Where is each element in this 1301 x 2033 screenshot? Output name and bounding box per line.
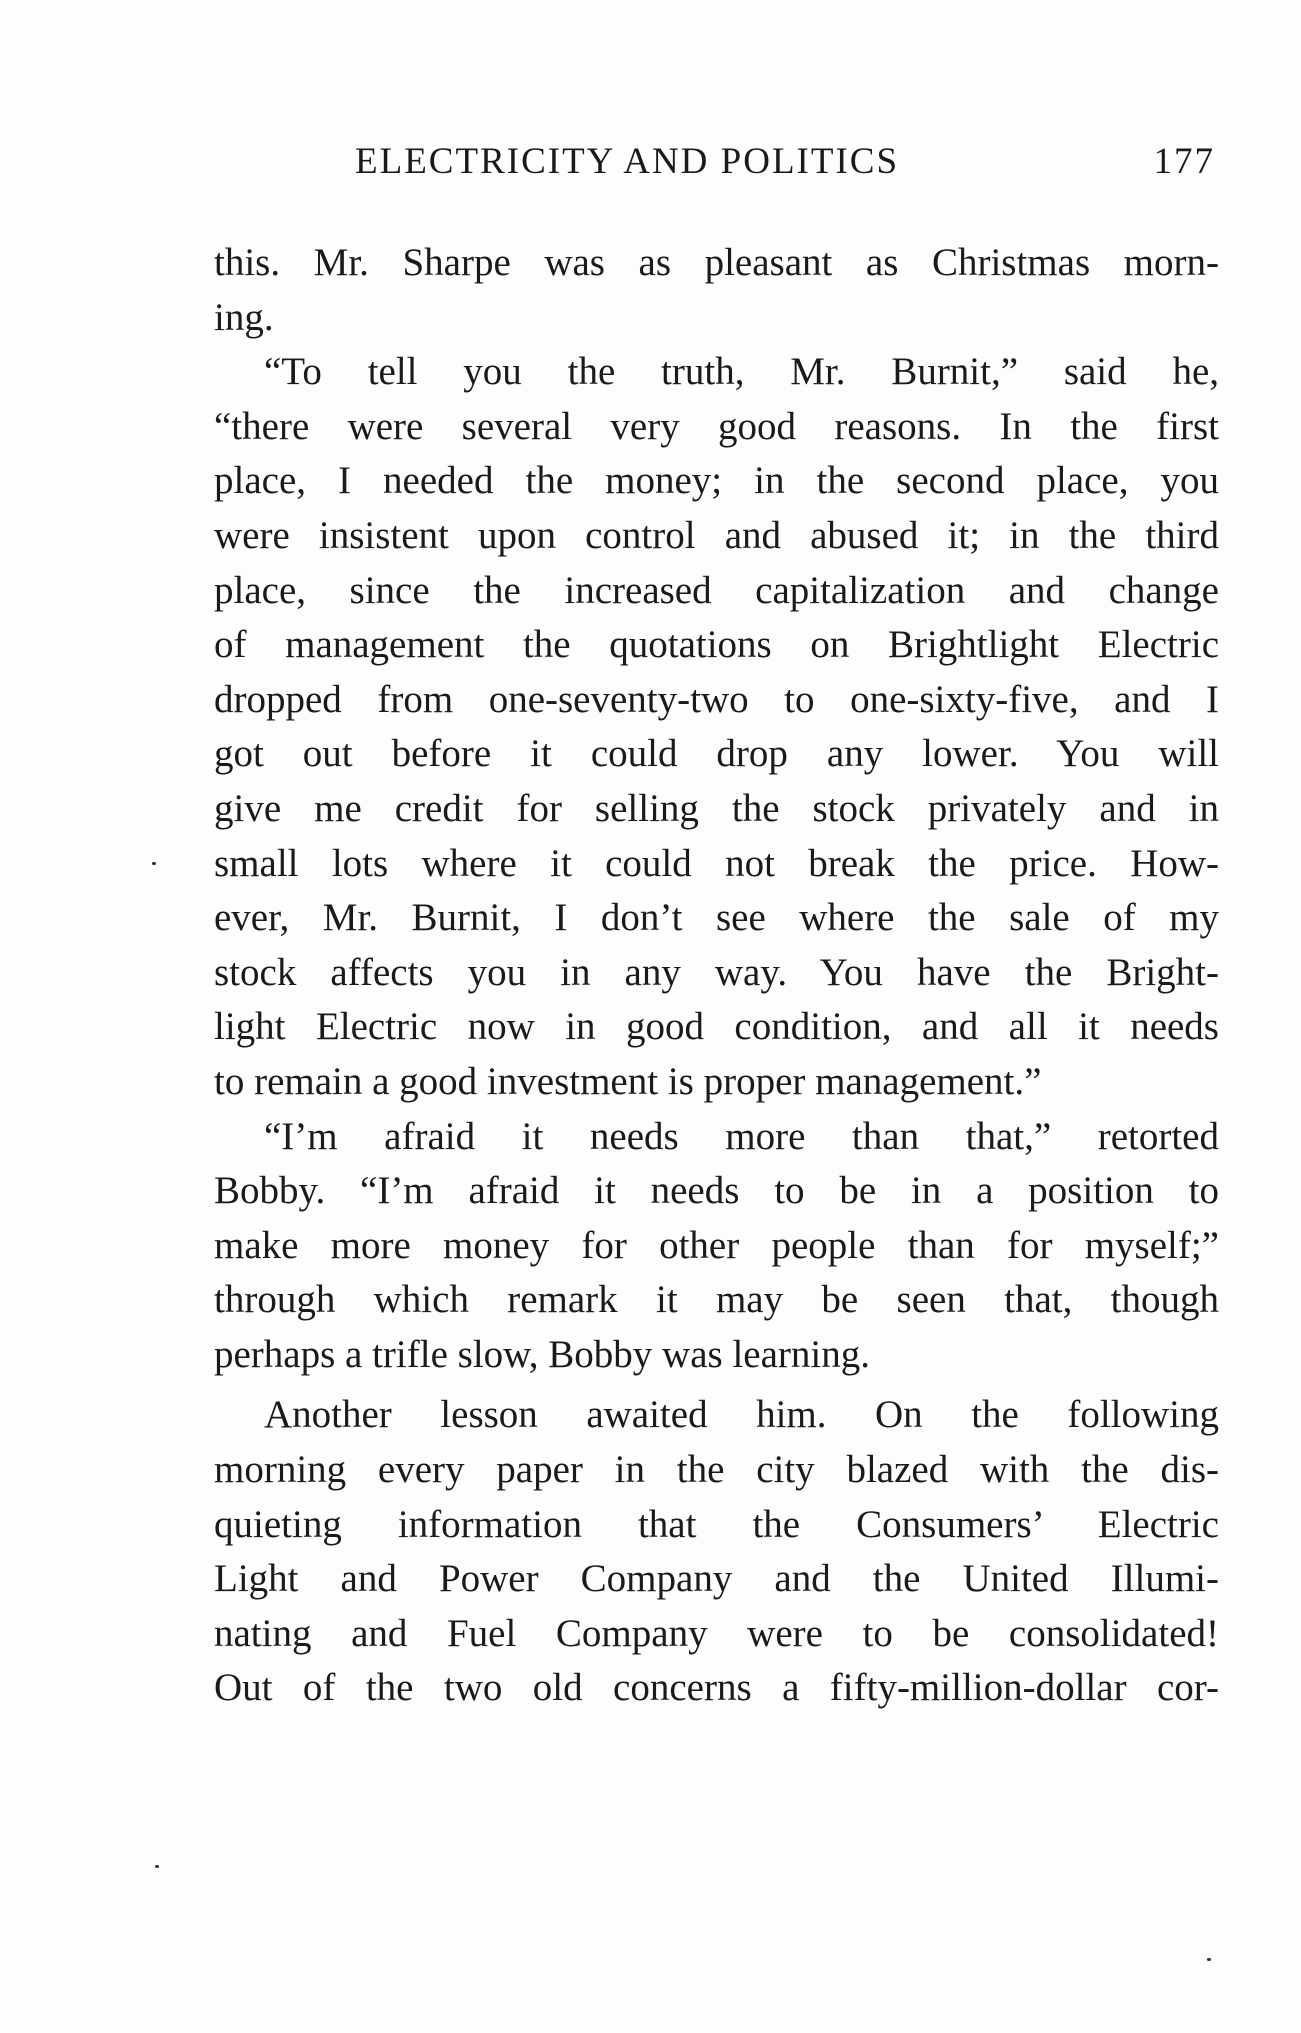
text-line: light Electric now in good condition, and all it needs — [214, 1005, 1219, 1049]
text-line: Bobby. “I’m afraid it needs to be in a position to — [214, 1169, 1219, 1213]
text-line: small lots where it could not break the price. How- — [214, 841, 1219, 885]
text-line: dropped from one-seventy-two to one-sixty-five, and I — [214, 677, 1219, 721]
text-line: perhaps a trifle slow, Bobby was learning. — [214, 1332, 870, 1376]
text-line: Out of the two old concerns a fifty-million-dollar cor- — [214, 1666, 1219, 1710]
text-line: “I’m afraid it needs more than that,” retorted — [264, 1114, 1219, 1158]
text-line: through which remark it may be seen that, though — [214, 1278, 1219, 1322]
text-line: place, since the increased capitalization and change — [214, 568, 1219, 612]
scan-speck — [1207, 1958, 1211, 1961]
text-line: this. Mr. Sharpe was as pleasant as Christmas morn- — [214, 241, 1219, 284]
text-line: got out before it could drop any lower. You will — [214, 732, 1219, 776]
running-title: ELECTRICITY AND POLITICS — [355, 141, 900, 182]
text-line: of management the quotations on Brightlight Electric — [214, 623, 1219, 667]
text-line: place, I needed the money; in the second place, you — [214, 459, 1219, 503]
text-line: make more money for other people than for myself;” — [214, 1223, 1219, 1267]
text-line: Light and Power Company and the United Illumi- — [214, 1557, 1219, 1601]
text-line: to remain a good investment is proper management.” — [214, 1059, 1042, 1103]
text-line: ing. — [214, 295, 274, 339]
text-line: “there were several very good reasons. In the first — [214, 404, 1219, 448]
scan-speck — [152, 862, 156, 865]
body-text — [214, 236, 1219, 1716]
text-line: Another lesson awaited him. On the following — [264, 1393, 1219, 1437]
text-line: ever, Mr. Burnit, I don’t see where the sale of my — [214, 896, 1219, 940]
text-line: “To tell you the truth, Mr. Burnit,” said he, — [264, 350, 1219, 394]
running-head — [355, 140, 1215, 190]
text-line: give me credit for selling the stock privately and in — [214, 786, 1219, 830]
text-line: morning every paper in the city blazed with the dis- — [214, 1448, 1219, 1492]
scan-speck — [155, 1865, 159, 1868]
text-line: stock affects you in any way. You have the Bright- — [214, 950, 1219, 994]
text-line: nating and Fuel Company were to be consolidated! — [214, 1611, 1219, 1655]
text-line: quieting information that the Consumers’ Electric — [214, 1502, 1219, 1546]
page-number: 177 — [1153, 141, 1215, 182]
text-line: were insistent upon control and abused it; in the third — [214, 513, 1219, 557]
